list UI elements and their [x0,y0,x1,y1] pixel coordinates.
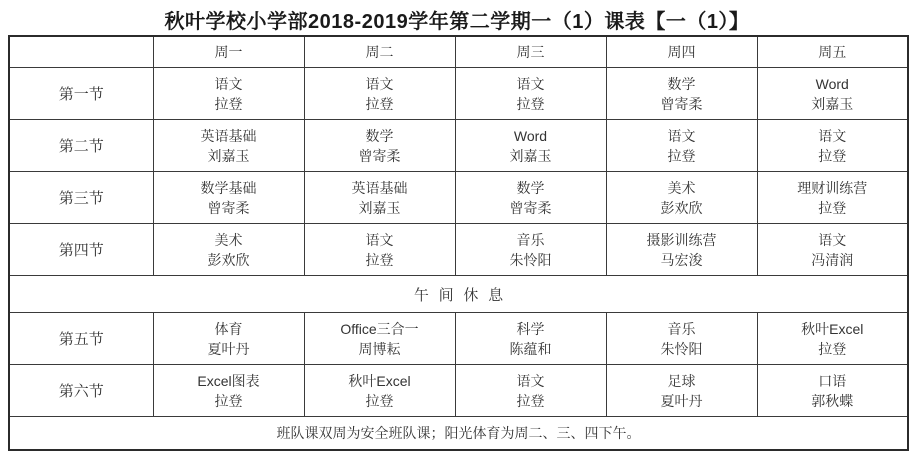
teacher-text: 拉登 [214,95,243,112]
teacher-text: 彭欢欣 [660,199,703,216]
subject-text: 体育 [214,320,243,337]
subject-text: 英语基础 [200,127,257,144]
teacher-text: 拉登 [214,392,243,409]
subject-text: 理财训练营 [797,179,868,196]
subject-text: 语文 [365,231,394,248]
teacher-text: 曾寄柔 [358,147,401,164]
noon-break-row [9,276,908,313]
teacher-text: 拉登 [667,147,696,164]
class-cell [455,68,606,120]
subject-text: Excel图表 [197,372,260,389]
subject-text: 音乐 [667,320,696,337]
class-cell [757,224,908,276]
class-cell [304,365,455,417]
class-cell [455,120,606,172]
period-label: 第二节 [9,120,153,172]
class-cell [606,365,757,417]
class-cell [153,68,304,120]
day-header-thursday: 周四 [606,36,757,68]
class-cell [757,172,908,224]
subject-text: 音乐 [516,231,545,248]
teacher-text: 曾寄柔 [207,199,250,216]
day-header-wednesday: 周三 [455,36,606,68]
class-cell [153,365,304,417]
footer-note: 班队课双周为安全班队课；阳光体育为周二、三、四下午。 [9,417,908,451]
header-row [9,36,908,68]
subject-text: 科学 [516,320,545,337]
teacher-text: 曾寄柔 [660,95,703,112]
teacher-text: 冯清润 [811,251,854,268]
day-header-monday: 周一 [153,36,304,68]
class-cell [153,313,304,365]
class-cell [153,120,304,172]
page-title: 秋叶学校小学部2018-2019学年第二学期一（1）课表【一（1）】 [164,11,750,33]
class-cell [606,224,757,276]
period-label: 第一节 [9,68,153,120]
class-cell [304,120,455,172]
subject-text: 足球 [667,372,696,389]
class-cell [455,172,606,224]
subject-text: 数学 [667,75,696,92]
period-row-2 [9,120,908,172]
period-row-4 [9,224,908,276]
teacher-text: 拉登 [516,392,545,409]
day-header-tuesday: 周二 [304,36,455,68]
subject-text: 语文 [516,75,545,92]
subject-text: 秋叶Excel [348,372,411,389]
subject-text: 语文 [365,75,394,92]
period-row-6 [9,365,908,417]
class-cell [455,313,606,365]
subject-text: 美术 [667,179,696,196]
period-row-1 [9,68,908,120]
class-cell [757,68,908,120]
class-cell [153,224,304,276]
subject-text: 数学 [516,179,545,196]
teacher-text: 夏叶丹 [207,340,250,357]
class-cell [304,172,455,224]
subject-text: 秋叶Excel [801,320,864,337]
period-label: 第六节 [9,365,153,417]
teacher-text: 拉登 [818,147,847,164]
class-cell [455,365,606,417]
subject-text: 语文 [516,372,545,389]
subject-text: 语文 [818,231,847,248]
teacher-text: 朱怜阳 [509,251,552,268]
teacher-text: 郭秋蝶 [811,392,854,409]
teacher-text: 刘嘉玉 [509,147,552,164]
subject-text: Office三合一 [340,320,419,337]
corner-cell [9,36,153,68]
subject-text: 语文 [214,75,243,92]
noon-break-label: 午间休息 [9,276,908,313]
subject-text: 语文 [818,127,847,144]
class-cell [304,313,455,365]
teacher-text: 夏叶丹 [660,392,703,409]
class-cell [606,172,757,224]
class-cell [304,224,455,276]
teacher-text: 拉登 [516,95,545,112]
teacher-text: 拉登 [365,251,394,268]
class-cell [757,120,908,172]
teacher-text: 拉登 [365,95,394,112]
subject-text: 美术 [214,231,243,248]
class-cell [153,172,304,224]
day-header-friday: 周五 [757,36,908,68]
subject-text: 口语 [818,372,847,389]
teacher-text: 彭欢欣 [207,251,250,268]
class-cell [606,313,757,365]
teacher-text: 刘嘉玉 [207,147,250,164]
subject-text: 数学 [365,127,394,144]
teacher-text: 周博耘 [358,340,401,357]
period-label: 第三节 [9,172,153,224]
teacher-text: 刘嘉玉 [811,95,854,112]
teacher-text: 拉登 [365,392,394,409]
subject-text: 摄影训练营 [646,231,717,248]
class-cell [606,68,757,120]
teacher-text: 拉登 [818,340,847,357]
teacher-text: 拉登 [818,199,847,216]
teacher-text: 刘嘉玉 [358,199,401,216]
class-cell [606,120,757,172]
teacher-text: 马宏浚 [660,251,703,268]
class-cell [455,224,606,276]
teacher-text: 陈蕴和 [509,340,552,357]
timetable [8,35,909,451]
teacher-text: 朱怜阳 [660,340,703,357]
class-cell [757,313,908,365]
period-row-5 [9,313,908,365]
period-label: 第四节 [9,224,153,276]
subject-text: 语文 [667,127,696,144]
subject-text: 英语基础 [351,179,408,196]
period-row-3 [9,172,908,224]
subject-text: 数学基础 [200,179,257,196]
teacher-text: 曾寄柔 [509,199,552,216]
class-cell [757,365,908,417]
subject-text: Word [815,75,849,92]
period-label: 第五节 [9,313,153,365]
class-cell [304,68,455,120]
subject-text: Word [513,127,548,144]
